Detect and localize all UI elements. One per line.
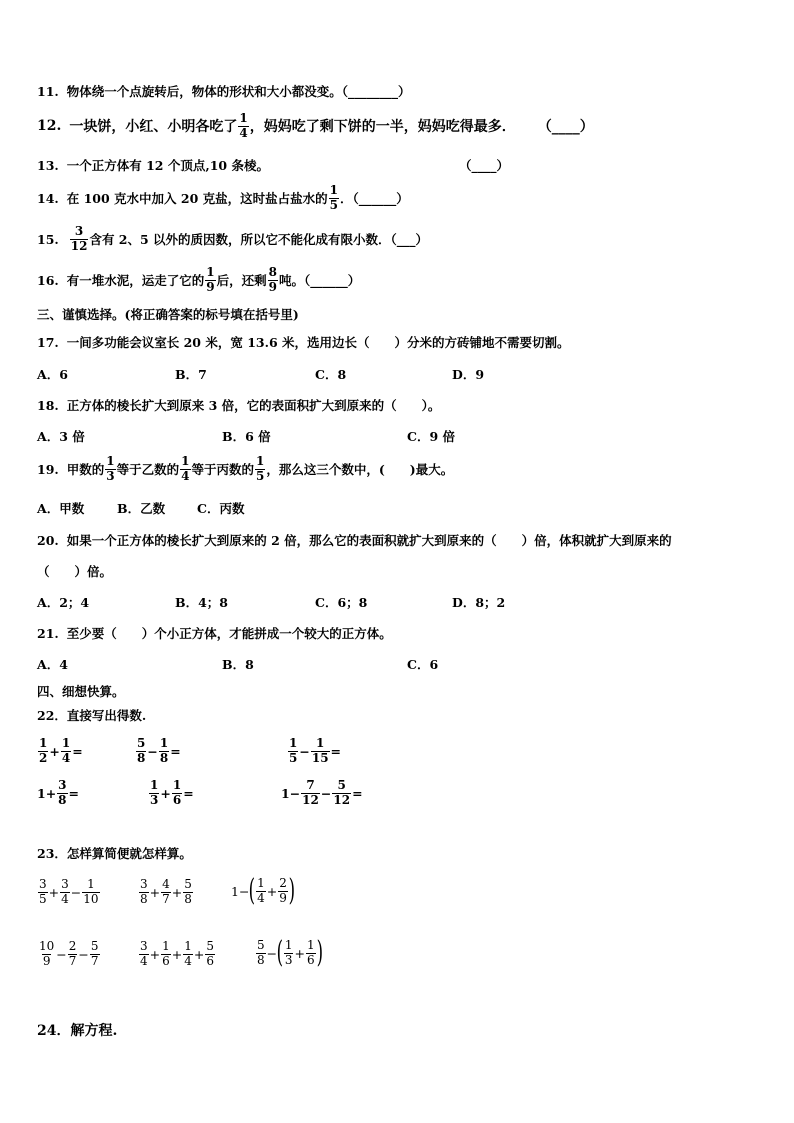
question-15 — [37, 225, 428, 254]
question-text: ．（______） — [340, 191, 409, 207]
question-text: 后，还剩 — [216, 273, 267, 289]
question-text: 一间多功能会议室长 20 米，宽 13.6 米，选用边长（ ）分米的方砖铺地不需要切割。 — [66, 335, 570, 350]
fraction: $\frac{1}{4}$ — [181, 454, 190, 483]
calc-expression: $\frac{1}{3}$ + $\frac{1}{6}$ = — [150, 778, 194, 807]
calc-expression: $\frac{3}{8}$ + $\frac{4}{7}$ + $\frac{5}{8}$ — [140, 877, 192, 906]
option-c[interactable]: C．丙数 — [197, 501, 245, 516]
question-text: 物体绕一个点旋转后，物体的形状和大小都没变。（________） — [66, 84, 411, 99]
calc-expression: 1+ $\frac{3}{8}$ = — [37, 778, 80, 807]
question-14 — [37, 184, 409, 213]
question-text: 等于丙数的 — [191, 462, 255, 478]
calc-expression: $\frac{3}{4}$ + $\frac{1}{6}$ + $\frac{1}{4}$ + $\frac{5}{6}$ — [140, 939, 215, 968]
question-13 — [37, 156, 509, 174]
calc-expression: $\frac{5}{8}$ − $\frac{1}{8}$ = — [137, 736, 181, 765]
question-number: 11. — [37, 83, 59, 99]
fraction: $\frac{1}{5}$ — [256, 454, 265, 483]
question-20-cont — [37, 562, 112, 580]
option-c[interactable]: C．8 — [315, 367, 347, 382]
answer-blank[interactable]: （____） — [458, 158, 509, 173]
question-17 — [37, 333, 570, 351]
option-a[interactable]: A．4 — [37, 657, 68, 672]
question-number: 13. — [37, 157, 59, 173]
option-b[interactable]: B．8 — [222, 657, 254, 672]
option-d[interactable]: D．9 — [452, 367, 485, 382]
question-text: （ ）倍。 — [37, 564, 113, 579]
answer-blank[interactable]: （____） — [537, 119, 594, 136]
question-21 — [37, 624, 392, 642]
question-text: 一块饼，小红、小明各吃了 — [69, 119, 238, 136]
fraction: $\frac{1}{9}$ — [206, 265, 215, 294]
calc-expression: $\frac{1}{2}$ + $\frac{1}{4}$ = — [39, 736, 83, 765]
option-b[interactable]: B．6 倍 — [222, 429, 271, 444]
question-number: 18. — [37, 397, 59, 413]
question-23-title: 23．怎样算简便就怎样算。 — [37, 846, 192, 861]
question-number: 17. — [37, 334, 59, 350]
question-number: 14. — [37, 190, 59, 206]
question-text: 有一堆水泥，运走了它的 — [66, 273, 205, 289]
option-a[interactable]: A．甲数 — [37, 501, 85, 516]
fraction: $\frac{3}{12}$ — [70, 224, 88, 253]
question-22-title: 22．直接写出得数. — [37, 708, 147, 723]
question-number: 21. — [37, 625, 59, 641]
fraction: $\frac{1}{4}$ — [239, 111, 248, 140]
fraction: $\frac{1}{5}$ — [329, 183, 339, 212]
question-text: 在 100 克水中加入 20 克盐，这时盐占盐水的 — [66, 191, 328, 207]
question-18 — [37, 396, 440, 414]
fraction: $\frac{8}{9}$ — [268, 265, 277, 294]
question-text: 吨。（______） — [279, 273, 361, 289]
question-text: 甲数的 — [66, 462, 105, 478]
question-number: 15. — [37, 231, 59, 247]
calc-expression: 1− ( $\frac{1}{4}$ + $\frac{2}{9}$ ) — [231, 873, 296, 908]
calc-expression: $\frac{1}{5}$ − $\frac{1}{15}$ = — [289, 736, 342, 765]
question-number: 19. — [37, 461, 59, 477]
option-d[interactable]: D．8；2 — [452, 595, 506, 610]
calc-expression: 1− $\frac{7}{12}$ − $\frac{5}{12}$ = — [281, 778, 363, 807]
option-a[interactable]: A．3 倍 — [37, 429, 85, 444]
question-text: 正方体的棱长扩大到原来 3 倍，它的表面积扩大到原来的（ ）。 — [66, 398, 441, 413]
calc-expression: $\frac{3}{5}$ + $\frac{3}{4}$ − $\frac{1}{10}$ — [39, 877, 99, 906]
option-a[interactable]: A．6 — [37, 367, 68, 382]
question-text: 含有 2、5 以外的质因数，所以它不能化成有限小数．（___） — [89, 232, 429, 248]
question-text: ，妈妈吃了剩下饼的一半，妈妈吃得最多． — [249, 119, 516, 136]
fraction: $\frac{1}{3}$ — [106, 454, 115, 483]
question-24-title: 24．解方程. — [37, 1023, 118, 1039]
option-b[interactable]: B．乙数 — [117, 501, 166, 516]
question-16 — [37, 266, 360, 295]
question-text: 如果一个正方体的棱长扩大到原来的 2 倍，那么它的表面积就扩大到原来的（ ）倍，体积就扩大到原来的 — [66, 533, 672, 548]
option-b[interactable]: B．4；8 — [175, 595, 228, 610]
section-4-heading: 四、细想快算。 — [37, 684, 125, 699]
question-text: 等于乙数的 — [116, 462, 180, 478]
option-c[interactable]: C．6；8 — [315, 595, 368, 610]
question-19 — [37, 455, 453, 484]
question-text: ，那么这三个数中，( )最大。 — [266, 462, 454, 478]
calc-expression: $\frac{5}{8}$ − ( $\frac{1}{3}$ + $\frac{1}{6}$ ) — [257, 935, 323, 970]
question-20 — [37, 531, 672, 549]
question-number: 12. — [37, 118, 62, 135]
option-c[interactable]: C．9 倍 — [407, 429, 455, 444]
calc-expression: $\frac{10}{9}$ − $\frac{2}{7}$ − $\frac{5}{7}$ — [39, 939, 99, 968]
option-b[interactable]: B．7 — [175, 367, 207, 382]
question-12 — [37, 112, 594, 141]
question-11 — [37, 82, 411, 100]
question-number: 16. — [37, 272, 59, 288]
question-text: 至少要（ ）个小正方体，才能拼成一个较大的正方体。 — [66, 626, 392, 641]
question-text: 一个正方体有 12 个顶点,10 条棱。 — [66, 158, 269, 173]
question-number: 20. — [37, 532, 59, 548]
option-a[interactable]: A．2；4 — [37, 595, 90, 610]
section-3-heading: 三、谨慎选择。(将正确答案的标号填在括号里) — [37, 307, 299, 322]
option-c[interactable]: C．6 — [407, 657, 439, 672]
